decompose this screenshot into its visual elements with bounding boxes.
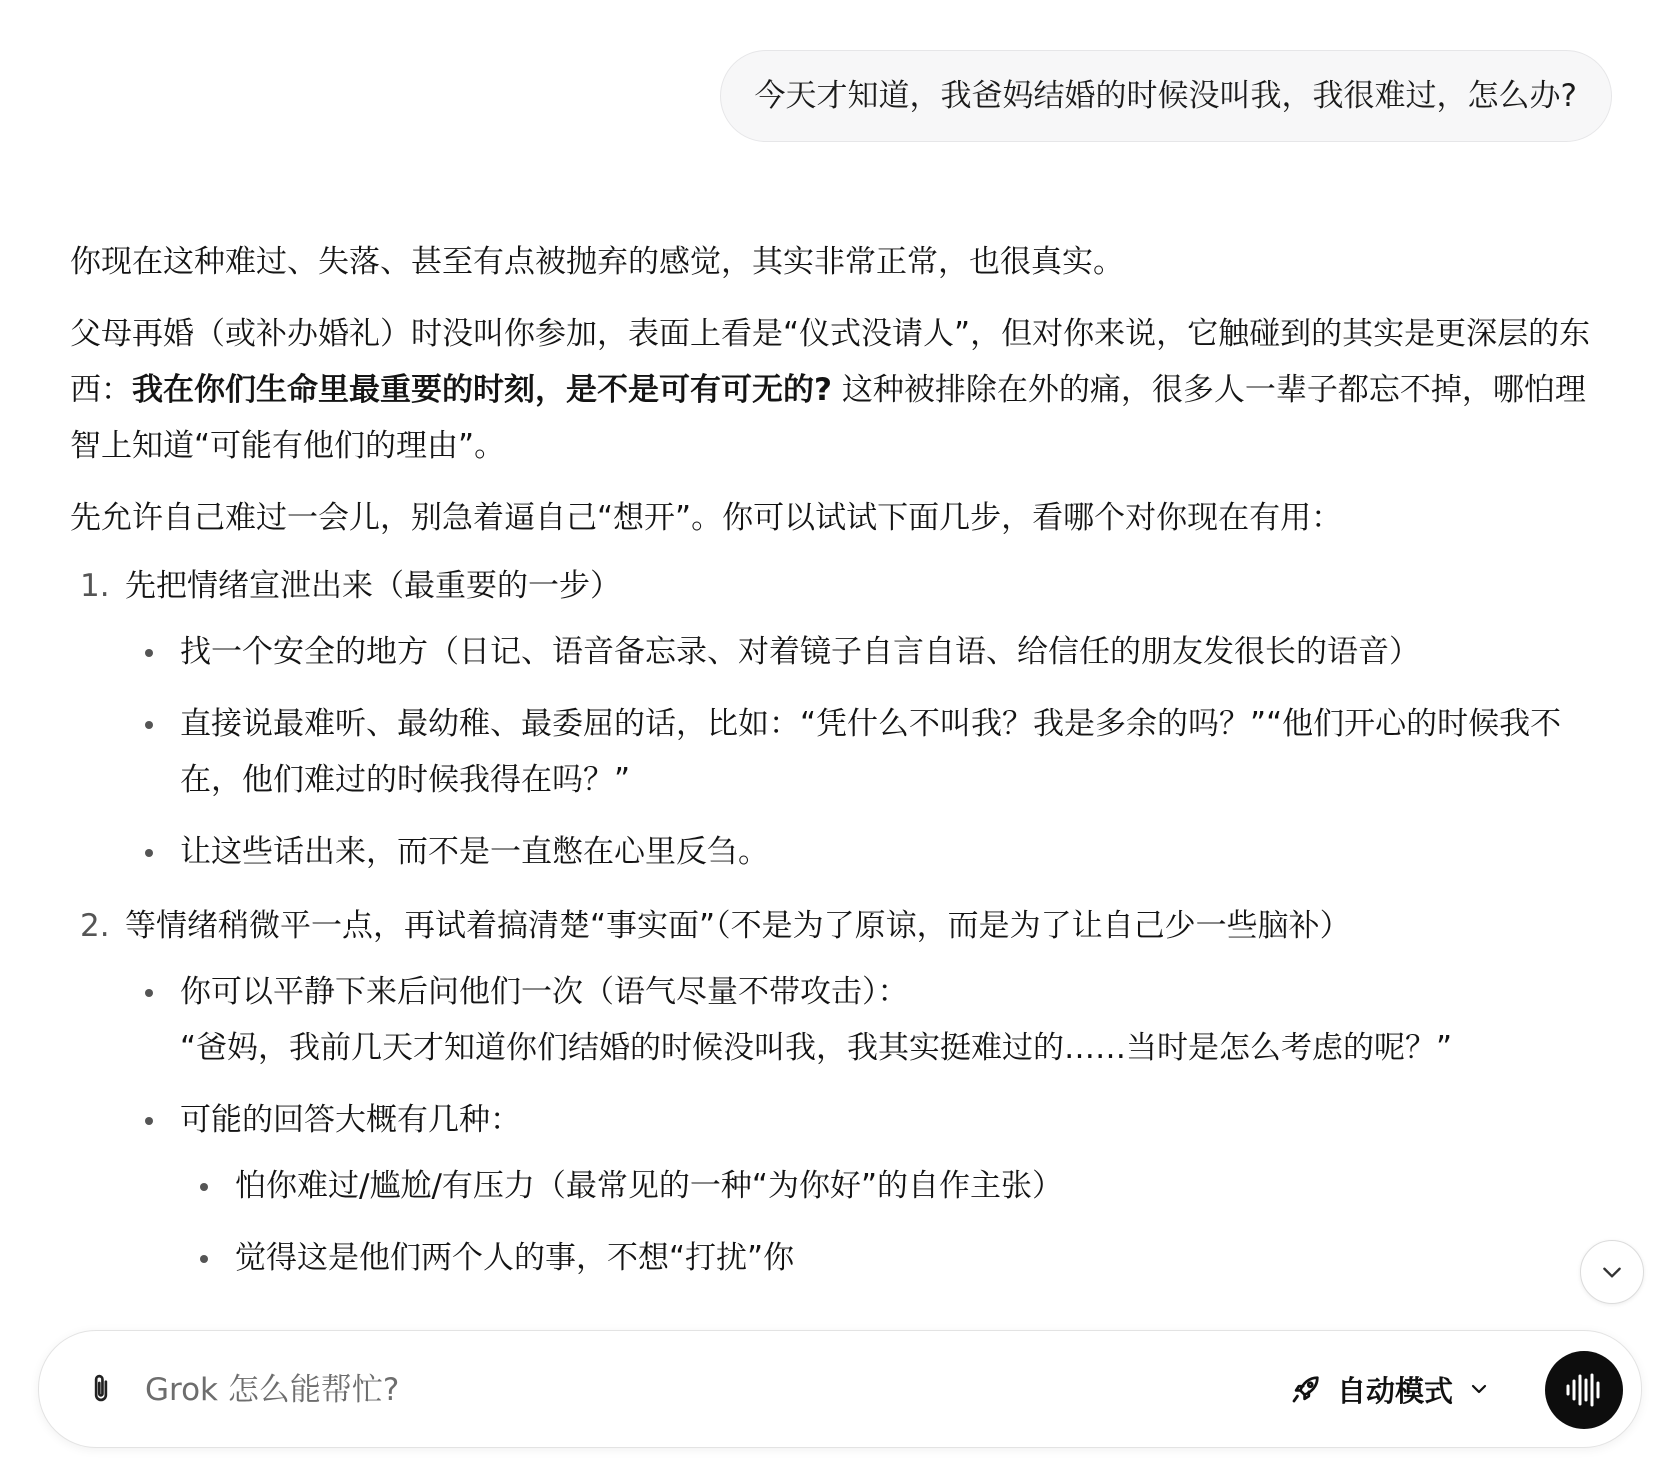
voice-mode-button[interactable] <box>1545 1351 1623 1429</box>
quoted-question: “爸妈，我前几天才知道你们结婚的时候没叫我，我其实挺难过的……当时是怎么考虑的呢？” <box>180 1030 1453 1066</box>
assistant-response <box>70 234 1615 1304</box>
nested-bullet-item <box>180 1158 1615 1214</box>
rocket-icon <box>1289 1372 1323 1406</box>
paragraph-2-lead: 父母再婚（或补办婚礼）时没叫你参加，表面上看是“仪式没请人”，但对你来说，它触碰到的其实是更深层的东西： <box>70 316 1591 408</box>
step-title: 先把情绪宣泄出来（最重要的一步） <box>125 568 621 604</box>
response-paragraph-3: 先允许自己难过一会儿，别急着逼自己“想开”。你可以试试下面几步，看哪个对你现在有用： <box>70 500 1343 536</box>
audio-waveform-icon <box>1563 1371 1605 1409</box>
step-number: 2. <box>80 908 110 944</box>
user-message-bubble <box>720 50 1612 142</box>
bullet-text: 直接说最难听、最幼稚、最委屈的话，比如：“凭什么不叫我？我是多余的吗？”“他们开心的时候我不在，他们难过的时候我得在吗？” <box>180 706 1562 798</box>
bullet-dot <box>200 1255 208 1263</box>
steps-list <box>70 558 1615 1286</box>
nested-bullet-item <box>180 1230 1615 1286</box>
bullet-text: 让这些话出来，而不是一直憋在心里反刍。 <box>180 834 769 870</box>
bullet-text: 怕你难过/尴尬/有压力（最常见的一种“为你好”的自作主张） <box>235 1168 1064 1204</box>
bullet-dot <box>200 1183 208 1191</box>
response-paragraph-2 <box>70 306 1615 474</box>
attach-button[interactable] <box>81 1369 121 1409</box>
chevron-down-icon <box>1467 1377 1491 1401</box>
bullet-dot <box>145 721 153 729</box>
scroll-to-bottom-button[interactable] <box>1580 1240 1644 1304</box>
bullet-dot <box>145 849 153 857</box>
step-bullets <box>125 964 1615 1286</box>
step-item <box>70 898 1615 1286</box>
paperclip-icon <box>86 1372 116 1406</box>
step-bullets <box>125 624 1615 880</box>
step-number: 1. <box>80 568 110 604</box>
bullet-item <box>125 1092 1615 1286</box>
bullet-item <box>125 696 1615 808</box>
response-paragraph-1: 你现在这种难过、失落、甚至有点被抛弃的感觉，其实非常正常，也很真实。 <box>70 244 1124 280</box>
bullet-text: 你可以平静下来后问他们一次（语气尽量不带攻击）： <box>180 974 909 1010</box>
bullet-item <box>125 824 1615 880</box>
bullet-dot <box>145 649 153 657</box>
prompt-input[interactable] <box>143 1361 1047 1419</box>
bullet-text: 可能的回答大概有几种： <box>180 1102 521 1138</box>
message-composer <box>38 1330 1642 1448</box>
chevron-down-icon <box>1599 1259 1625 1285</box>
bullet-dot <box>145 1117 153 1125</box>
mode-label: 自动模式 <box>1337 1373 1454 1408</box>
bullet-text: 找一个安全的地方（日记、语音备忘录、对着镜子自言自语、给信任的朋友发很长的语音） <box>180 634 1420 670</box>
nested-bullets <box>180 1158 1615 1286</box>
bullet-dot <box>145 989 153 997</box>
step-title: 等情绪稍微平一点，再试着搞清楚“事实面”（不是为了原谅，而是为了让自己少一些脑补） <box>125 908 1351 944</box>
bullet-item <box>125 624 1615 680</box>
bullet-item <box>125 964 1615 1076</box>
user-message-text: 今天才知道，我爸妈结婚的时候没叫我，我很难过，怎么办? <box>754 78 1577 114</box>
mode-selector[interactable] <box>1289 1361 1491 1417</box>
step-item <box>70 558 1615 880</box>
bullet-text: 觉得这是他们两个人的事，不想“打扰”你 <box>235 1240 795 1276</box>
paragraph-2-tail: 这种被排除在外的痛，很多人一辈子都忘不掉，哪怕理智上知道“可能有他们的理由”。 <box>70 372 1586 464</box>
paragraph-2-emphasis: 我在你们生命里最重要的时刻，是不是可有可无的? <box>132 372 832 408</box>
